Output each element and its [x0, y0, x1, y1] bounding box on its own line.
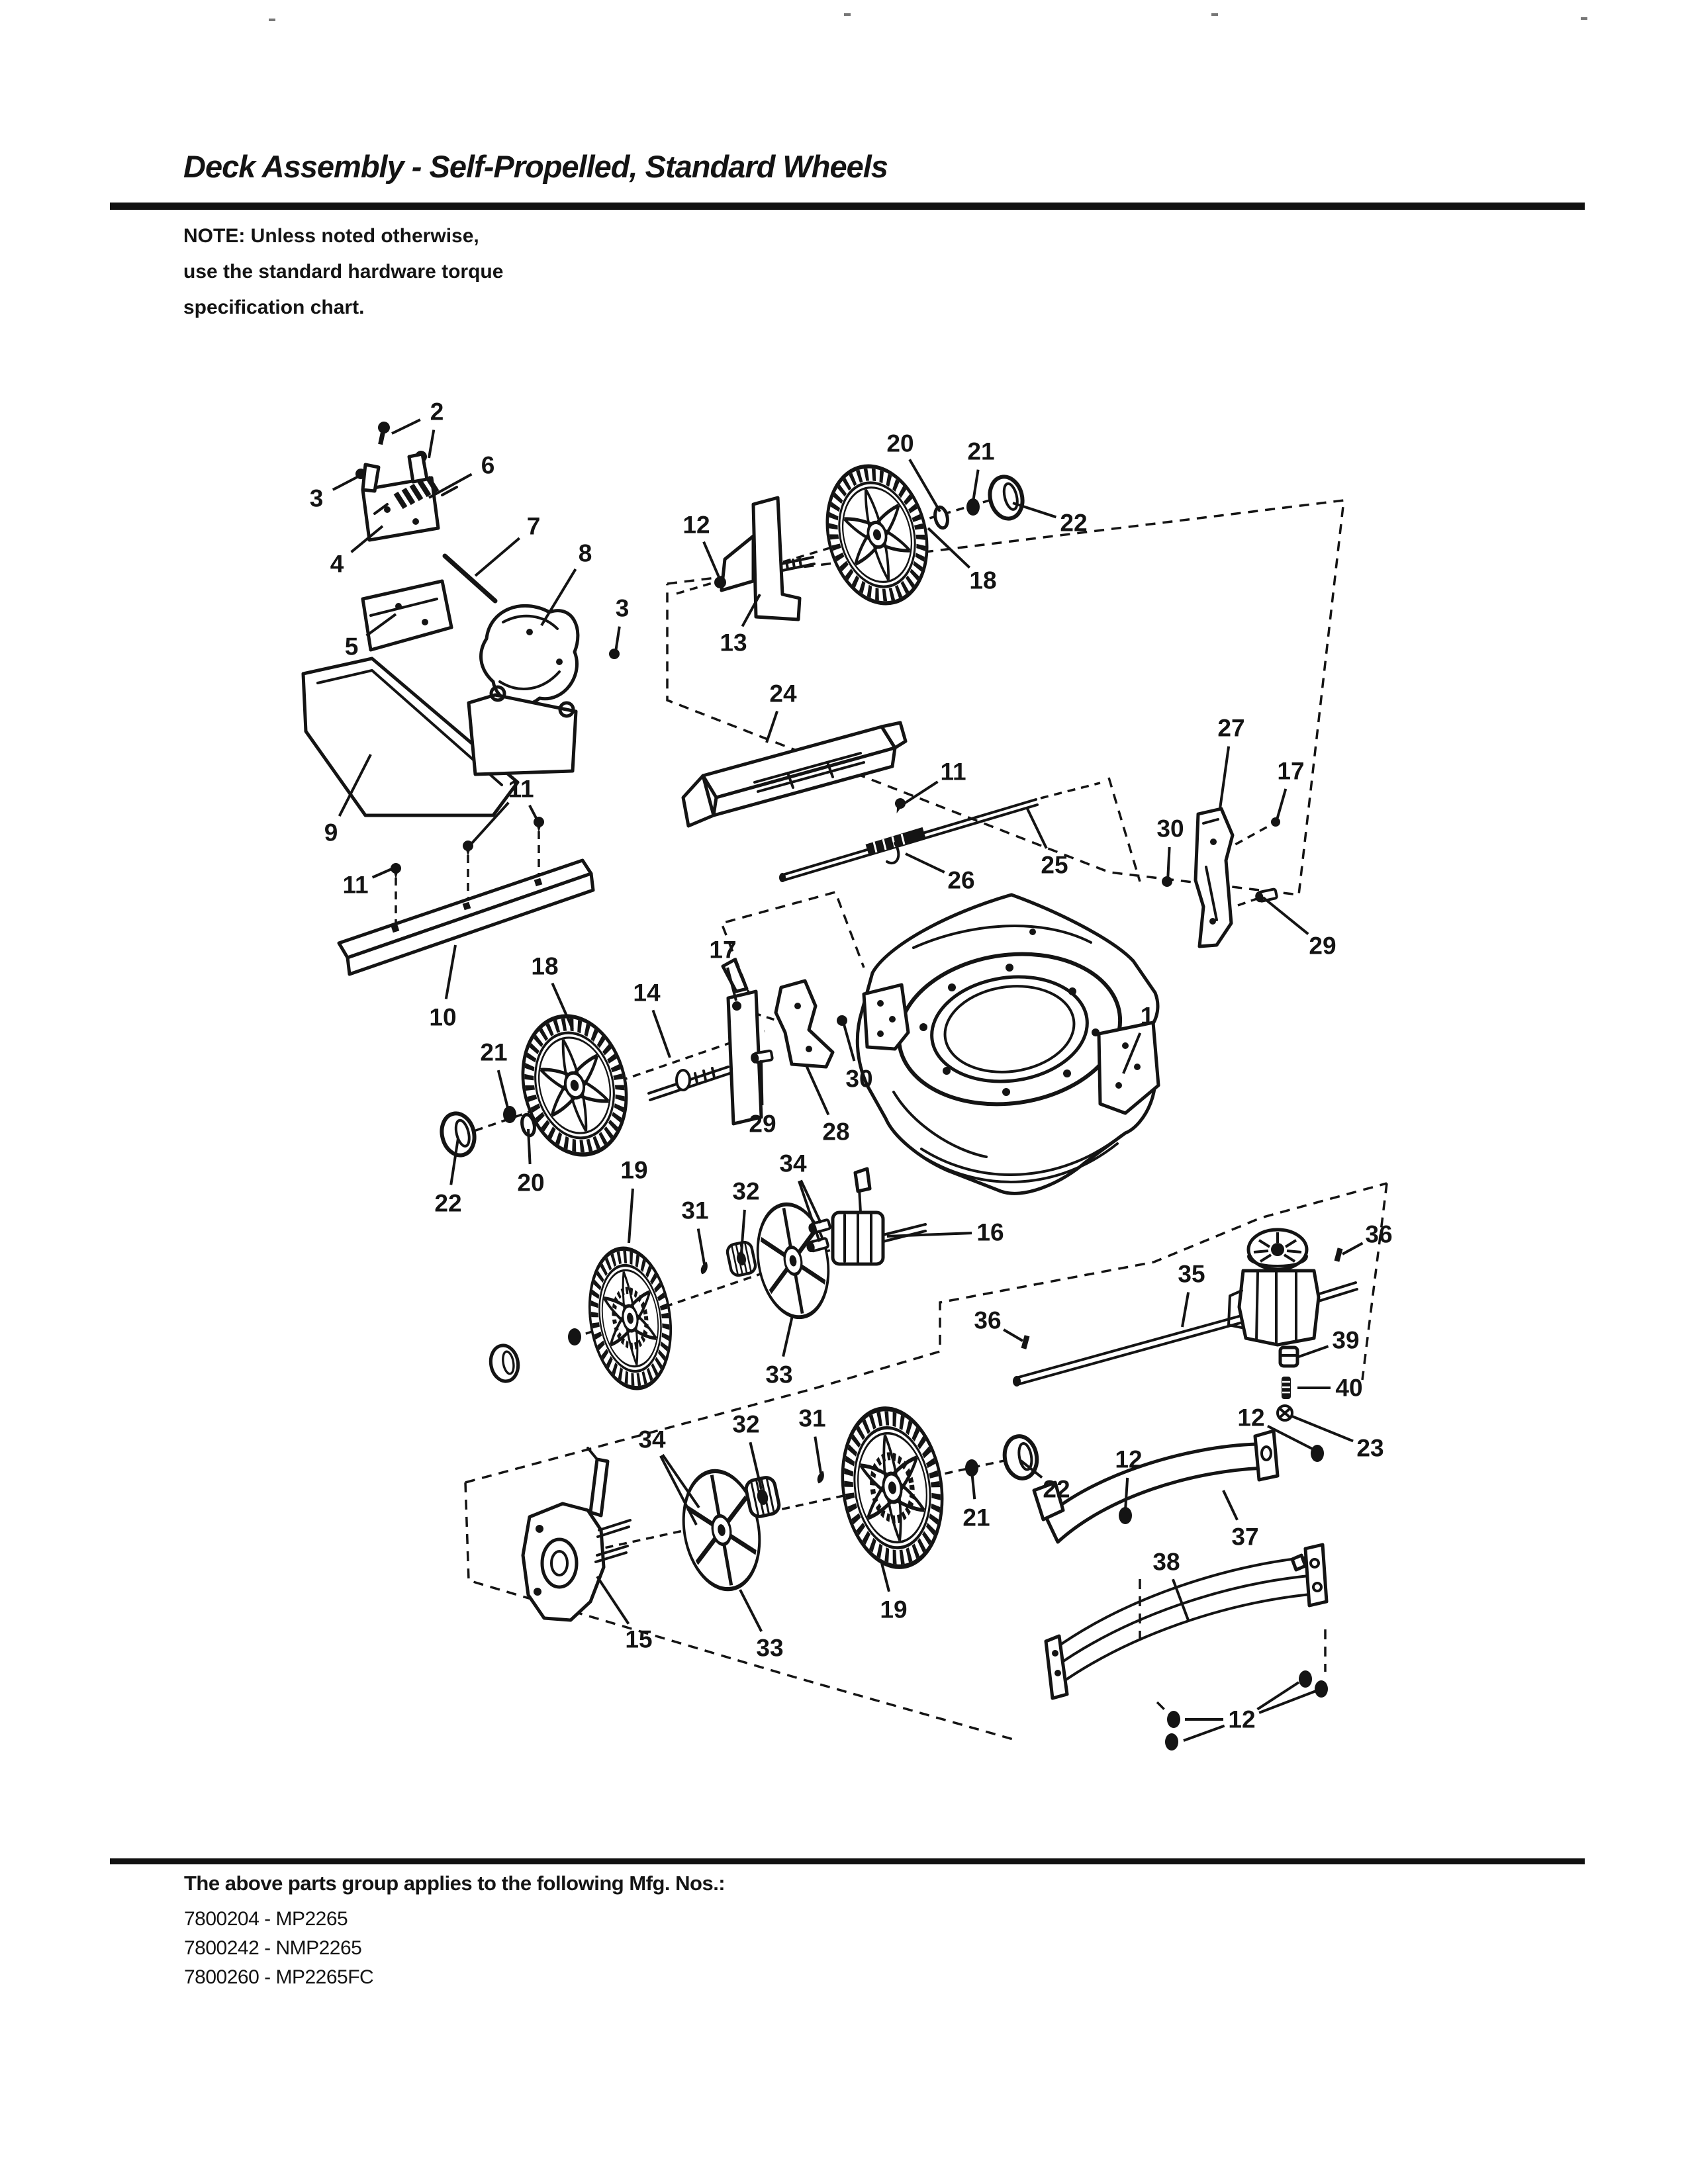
leader-line	[906, 854, 945, 872]
part-5-plate	[363, 581, 451, 650]
part-32-pinion	[745, 1476, 781, 1518]
part-7-rod	[445, 556, 495, 601]
leader-line	[1342, 1243, 1362, 1254]
leader-line	[1276, 789, 1286, 822]
callout-8: 8	[578, 539, 592, 567]
callout-27: 27	[1217, 714, 1245, 742]
leader-line	[475, 538, 520, 576]
callout-10: 10	[429, 1003, 457, 1031]
callout-3: 3	[309, 484, 324, 512]
callout-17: 17	[709, 936, 737, 964]
part-40-spring	[1282, 1377, 1291, 1399]
callout-5: 5	[344, 633, 359, 660]
part-22-hubcap	[488, 1343, 521, 1384]
callout-6: 6	[481, 451, 495, 479]
callout-12: 12	[682, 511, 710, 539]
leader-line	[767, 711, 777, 743]
callout-35: 35	[1178, 1260, 1205, 1288]
mfg-numbers-list	[184, 1905, 373, 1992]
callout-21: 21	[962, 1504, 990, 1531]
leader-line	[392, 420, 420, 433]
part-20-washer	[933, 506, 949, 529]
leader-line	[1182, 1293, 1188, 1327]
part-13-bracket	[722, 498, 814, 619]
part-19-drive-wheel-left	[581, 1244, 679, 1394]
callout-7: 7	[526, 512, 541, 540]
part-33-spider	[749, 1199, 837, 1322]
leader-line	[530, 805, 538, 821]
part-30-bolt	[837, 1015, 847, 1026]
leader-line	[653, 1010, 670, 1058]
callout-21: 21	[480, 1038, 508, 1066]
callout-19: 19	[880, 1596, 908, 1623]
part-24-baffle	[683, 723, 906, 826]
callout-29: 29	[749, 1110, 776, 1138]
callout-12: 12	[1237, 1404, 1265, 1432]
callout-15: 15	[625, 1625, 653, 1653]
leader-line	[1299, 1346, 1329, 1357]
leader-line	[783, 1316, 792, 1357]
leader-line	[740, 1590, 761, 1631]
leader-line	[616, 627, 620, 652]
callout-32: 32	[732, 1410, 760, 1438]
leader-line	[373, 868, 393, 878]
part-8-housing	[481, 606, 578, 705]
leader-line	[498, 1070, 508, 1111]
callout-31: 31	[681, 1197, 709, 1224]
callout-30: 30	[845, 1065, 873, 1093]
note-line: use the standard hardware torque	[183, 261, 504, 283]
callout-29: 29	[1309, 932, 1336, 960]
part-22-hubcap	[986, 473, 1027, 522]
callout-1: 1	[1140, 1002, 1154, 1030]
part-1-deck	[857, 895, 1158, 1193]
callout-26: 26	[947, 866, 975, 894]
leader-line	[815, 1437, 821, 1473]
mfg-number: 7800260 - MP2265FC	[184, 1966, 374, 1988]
leader-line	[704, 542, 719, 577]
callout-11: 11	[508, 775, 534, 803]
leader-line	[528, 1129, 530, 1164]
callout-32: 32	[732, 1177, 760, 1205]
part-23-nut	[1278, 1406, 1292, 1420]
footer-rule	[110, 1858, 1585, 1864]
note-line: NOTE: Unless noted otherwise,	[183, 225, 479, 247]
callout-33: 33	[756, 1634, 784, 1662]
leader-line	[973, 470, 978, 502]
callout-38: 38	[1152, 1548, 1180, 1576]
part-16-gearbox	[833, 1169, 925, 1264]
callout-37: 37	[1231, 1523, 1259, 1551]
callout-9: 9	[324, 819, 338, 846]
callout-12: 12	[1228, 1706, 1256, 1733]
callout-13: 13	[720, 629, 747, 657]
part-27-bracket	[1196, 809, 1233, 946]
callout-layer	[310, 398, 1393, 1741]
part-22-hubcap	[1002, 1433, 1040, 1480]
part-21-nut	[503, 1106, 516, 1123]
callout-11: 11	[940, 758, 966, 786]
callout-2: 2	[430, 398, 444, 426]
leader-line	[629, 1189, 633, 1243]
callout-18: 18	[969, 567, 997, 594]
callout-22: 22	[1043, 1475, 1070, 1503]
callout-20: 20	[886, 430, 914, 457]
leader-line	[904, 782, 938, 803]
part-38-debris-shield	[1046, 1545, 1327, 1698]
leader-line	[887, 1233, 972, 1236]
callout-30: 30	[1156, 815, 1184, 842]
leader-line	[761, 1060, 762, 1105]
callout-28: 28	[822, 1118, 850, 1146]
part-22-hubcap	[438, 1110, 479, 1159]
part-17-pin	[732, 1001, 741, 1011]
leader-line	[1027, 809, 1047, 848]
leader-line	[597, 1576, 629, 1624]
leader-line	[1223, 1490, 1237, 1520]
part-21-nut	[568, 1328, 581, 1345]
mfg-number: 7800204 - MP2265	[184, 1908, 348, 1930]
leader-line	[844, 1024, 854, 1061]
callout-18: 18	[531, 952, 559, 980]
callout-23: 23	[1356, 1434, 1384, 1462]
callout-12: 12	[1115, 1445, 1143, 1473]
callout-36: 36	[974, 1306, 1002, 1334]
part-15-drive-unit	[523, 1448, 630, 1620]
leader-line	[1292, 1416, 1353, 1441]
part-12-bolt	[714, 576, 726, 588]
leader-line	[429, 430, 434, 458]
callout-20: 20	[517, 1169, 545, 1197]
part-39-bushing	[1280, 1347, 1297, 1366]
page-title: Deck Assembly - Self-Propelled, Standard Wheels	[183, 149, 888, 184]
leader-line	[333, 475, 361, 490]
callout-34: 34	[638, 1426, 666, 1453]
callout-25: 25	[1041, 851, 1068, 879]
callout-36: 36	[1365, 1220, 1393, 1248]
callout-40: 40	[1335, 1374, 1363, 1402]
callout-19: 19	[620, 1156, 648, 1184]
leader-line	[806, 1066, 829, 1115]
callout-24: 24	[769, 680, 797, 707]
leader-line	[1004, 1330, 1023, 1341]
callout-17: 17	[1277, 757, 1305, 785]
callout-14: 14	[633, 979, 661, 1007]
callout-34: 34	[779, 1150, 807, 1177]
footer-heading: The above parts group applies to the following Mfg. Nos.:	[184, 1872, 726, 1895]
callout-31: 31	[798, 1404, 826, 1432]
part-12-nut	[1311, 1445, 1324, 1462]
callout-11: 11	[342, 871, 369, 899]
leader-line	[882, 1563, 889, 1592]
note-line: specification chart.	[183, 296, 365, 318]
callout-21: 21	[967, 437, 995, 465]
leader-line	[1263, 897, 1308, 934]
leader-line	[698, 1229, 704, 1264]
leader-line	[1168, 847, 1170, 882]
part-28-bracket	[776, 981, 833, 1067]
callout-16: 16	[976, 1218, 1004, 1246]
part-19-drive-wheel-right	[833, 1402, 952, 1573]
callout-22: 22	[1060, 509, 1088, 537]
leader-line	[1220, 747, 1229, 809]
callout-3: 3	[615, 594, 630, 622]
leader-line	[1184, 1726, 1225, 1741]
callout-33: 33	[765, 1361, 793, 1388]
callout-4: 4	[330, 550, 344, 578]
leader-line	[446, 945, 455, 999]
callout-39: 39	[1332, 1326, 1360, 1354]
part-17-pin	[1271, 817, 1280, 827]
mfg-number: 7800242 - NMP2265	[184, 1937, 362, 1959]
callout-22: 22	[434, 1189, 462, 1217]
